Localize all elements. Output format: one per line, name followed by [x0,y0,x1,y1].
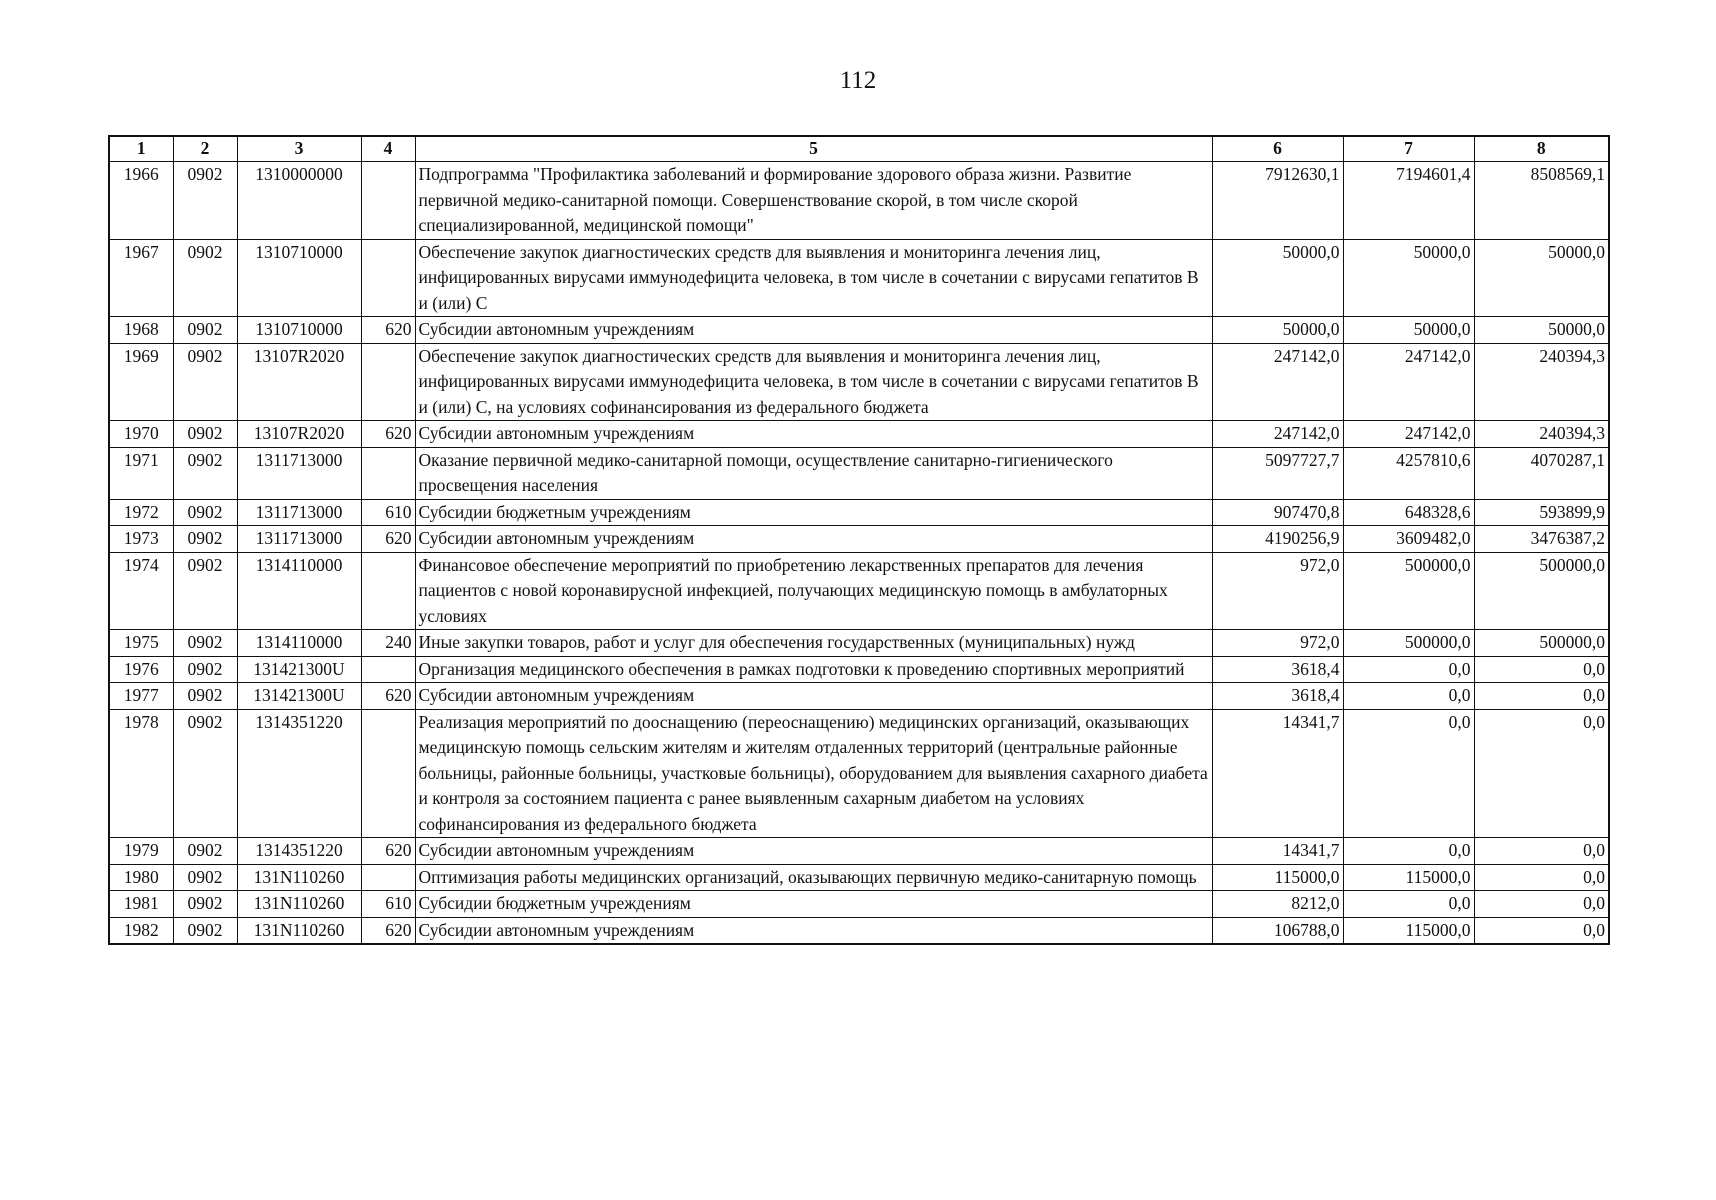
target-code: 13107R2020 [237,343,361,421]
table-row [109,317,1609,344]
expense-type: 610 [361,891,415,918]
target-code: 1311713000 [237,447,361,499]
table-row [109,162,1609,240]
table-row [109,499,1609,526]
target-code: 1310710000 [237,317,361,344]
expense-type: 610 [361,499,415,526]
target-code: 1314110000 [237,552,361,630]
row-number: 1966 [109,162,173,240]
column-header-2: 2 [173,136,237,162]
expense-type: 620 [361,526,415,553]
table-row [109,709,1609,838]
value-col-6: 972,0 [1212,552,1343,630]
table-header [109,136,1609,162]
target-code: 131N110260 [237,891,361,918]
item-name: Субсидии бюджетным учреждениям [415,891,1212,918]
value-col-7: 500000,0 [1343,552,1474,630]
section-code: 0902 [173,683,237,710]
value-col-7: 0,0 [1343,891,1474,918]
value-col-7: 0,0 [1343,656,1474,683]
item-name: Оказание первичной медико-санитарной помощи, осуществление санитарно-гигиенического просвещения населения [415,447,1212,499]
item-name: Обеспечение закупок диагностических средств для выявления и мониторинга лечения лиц, инфицированных вирусами иммунодефицита человека, в том числе в сочетании с вирусами гепатитов В и (или) С [415,239,1212,317]
column-header-8: 8 [1474,136,1609,162]
item-name: Подпрограмма "Профилактика заболеваний и формирование здорового образа жизни. Развитие первичной медико-санитарной помощи. Совершенствование скорой, в том числе скорой специализированной, медицинской помощи" [415,162,1212,240]
item-name: Реализация мероприятий по дооснащению (переоснащению) медицинских организаций, оказывающих медицинскую помощь сельским жителям и жителям отдаленных территорий (центральные районные больницы, районные больницы, участковые больницы), оборудованием для выявления сахарного диабета и контроля за состоянием пациента с ранее выявленным сахарным диабетом на условиях софинансирования из федерального бюджета [415,709,1212,838]
value-col-6: 247142,0 [1212,421,1343,448]
expense-type [361,656,415,683]
expense-type [361,864,415,891]
section-code: 0902 [173,552,237,630]
section-code: 0902 [173,526,237,553]
section-code: 0902 [173,709,237,838]
section-code: 0902 [173,162,237,240]
table-row [109,343,1609,421]
table-row [109,683,1609,710]
expense-type: 620 [361,683,415,710]
target-code: 131N110260 [237,917,361,944]
item-name: Обеспечение закупок диагностических средств для выявления и мониторинга лечения лиц, инфицированных вирусами иммунодефицита человека, в том числе в сочетании с вирусами гепатитов В и (или) С, на условиях софинансирования из федерального бюджета [415,343,1212,421]
value-col-8: 593899,9 [1474,499,1609,526]
target-code: 1311713000 [237,526,361,553]
table-row [109,447,1609,499]
item-name: Субсидии автономным учреждениям [415,683,1212,710]
value-col-6: 5097727,7 [1212,447,1343,499]
table-row [109,838,1609,865]
value-col-7: 50000,0 [1343,239,1474,317]
item-name: Субсидии автономным учреждениям [415,421,1212,448]
expense-type: 620 [361,838,415,865]
table-row [109,526,1609,553]
section-code: 0902 [173,239,237,317]
value-col-6: 115000,0 [1212,864,1343,891]
expense-type [361,162,415,240]
value-col-6: 14341,7 [1212,838,1343,865]
value-col-8: 50000,0 [1474,239,1609,317]
column-header-7: 7 [1343,136,1474,162]
section-code: 0902 [173,343,237,421]
value-col-8: 240394,3 [1474,421,1609,448]
target-code: 1314110000 [237,630,361,657]
row-number: 1977 [109,683,173,710]
value-col-8: 240394,3 [1474,343,1609,421]
value-col-7: 7194601,4 [1343,162,1474,240]
value-col-6: 106788,0 [1212,917,1343,944]
table-row [109,630,1609,657]
row-number: 1976 [109,656,173,683]
value-col-6: 50000,0 [1212,317,1343,344]
expense-type [361,552,415,630]
item-name: Субсидии бюджетным учреждениям [415,499,1212,526]
row-number: 1980 [109,864,173,891]
column-header-5: 5 [415,136,1212,162]
value-col-6: 14341,7 [1212,709,1343,838]
value-col-8: 4070287,1 [1474,447,1609,499]
value-col-7: 4257810,6 [1343,447,1474,499]
target-code: 1310000000 [237,162,361,240]
expense-type [361,343,415,421]
value-col-8: 0,0 [1474,917,1609,944]
row-number: 1969 [109,343,173,421]
expense-type: 620 [361,421,415,448]
value-col-8: 0,0 [1474,838,1609,865]
section-code: 0902 [173,838,237,865]
value-col-6: 7912630,1 [1212,162,1343,240]
column-header-1: 1 [109,136,173,162]
item-name: Субсидии автономным учреждениям [415,317,1212,344]
table-body [109,162,1609,945]
section-code: 0902 [173,317,237,344]
row-number: 1972 [109,499,173,526]
table-row [109,656,1609,683]
value-col-8: 500000,0 [1474,630,1609,657]
value-col-7: 115000,0 [1343,917,1474,944]
row-number: 1974 [109,552,173,630]
target-code: 1314351220 [237,709,361,838]
value-col-7: 0,0 [1343,709,1474,838]
value-col-7: 648328,6 [1343,499,1474,526]
value-col-6: 8212,0 [1212,891,1343,918]
row-number: 1971 [109,447,173,499]
value-col-6: 247142,0 [1212,343,1343,421]
value-col-7: 247142,0 [1343,343,1474,421]
item-name: Финансовое обеспечение мероприятий по приобретению лекарственных препаратов для лечения пациентов с новой коронавирусной инфекцией, получающих медицинскую помощь в амбулаторных условиях [415,552,1212,630]
value-col-8: 0,0 [1474,891,1609,918]
item-name: Оптимизация работы медицинских организаций, оказывающих первичную медико-санитарную помощь [415,864,1212,891]
table-row [109,891,1609,918]
expense-type: 620 [361,917,415,944]
value-col-8: 0,0 [1474,864,1609,891]
expense-type [361,709,415,838]
value-col-7: 247142,0 [1343,421,1474,448]
value-col-7: 50000,0 [1343,317,1474,344]
section-code: 0902 [173,891,237,918]
value-col-8: 50000,0 [1474,317,1609,344]
row-number: 1982 [109,917,173,944]
value-col-6: 3618,4 [1212,683,1343,710]
row-number: 1979 [109,838,173,865]
page-number: 112 [839,67,877,94]
target-code: 1314351220 [237,838,361,865]
expense-type [361,447,415,499]
row-number: 1967 [109,239,173,317]
column-header-6: 6 [1212,136,1343,162]
row-number: 1975 [109,630,173,657]
value-col-6: 972,0 [1212,630,1343,657]
item-name: Иные закупки товаров, работ и услуг для обеспечения государственных (муниципальных) нужд [415,630,1212,657]
section-code: 0902 [173,630,237,657]
table-row [109,239,1609,317]
section-code: 0902 [173,917,237,944]
target-code: 13107R2020 [237,421,361,448]
row-number: 1973 [109,526,173,553]
column-header-3: 3 [237,136,361,162]
section-code: 0902 [173,864,237,891]
item-name: Организация медицинского обеспечения в рамках подготовки к проведению спортивных мероприятий [415,656,1212,683]
table-row [109,552,1609,630]
expense-type: 620 [361,317,415,344]
value-col-7: 0,0 [1343,838,1474,865]
value-col-7: 500000,0 [1343,630,1474,657]
value-col-8: 3476387,2 [1474,526,1609,553]
value-col-8: 500000,0 [1474,552,1609,630]
row-number: 1981 [109,891,173,918]
value-col-6: 907470,8 [1212,499,1343,526]
table-row [109,421,1609,448]
target-code: 1311713000 [237,499,361,526]
value-col-8: 8508569,1 [1474,162,1609,240]
budget-table [108,135,1610,945]
item-name: Субсидии автономным учреждениям [415,917,1212,944]
table-row [109,864,1609,891]
item-name: Субсидии автономным учреждениям [415,838,1212,865]
value-col-6: 3618,4 [1212,656,1343,683]
value-col-8: 0,0 [1474,683,1609,710]
value-col-8: 0,0 [1474,709,1609,838]
expense-type [361,239,415,317]
target-code: 131N110260 [237,864,361,891]
value-col-8: 0,0 [1474,656,1609,683]
section-code: 0902 [173,499,237,526]
value-col-7: 3609482,0 [1343,526,1474,553]
row-number: 1978 [109,709,173,838]
target-code: 131421300U [237,683,361,710]
value-col-7: 115000,0 [1343,864,1474,891]
value-col-6: 50000,0 [1212,239,1343,317]
row-number: 1968 [109,317,173,344]
row-number: 1970 [109,421,173,448]
header-row [109,136,1609,162]
value-col-7: 0,0 [1343,683,1474,710]
table-row [109,917,1609,944]
column-header-4: 4 [361,136,415,162]
value-col-6: 4190256,9 [1212,526,1343,553]
target-code: 131421300U [237,656,361,683]
section-code: 0902 [173,421,237,448]
section-code: 0902 [173,447,237,499]
expense-type: 240 [361,630,415,657]
target-code: 1310710000 [237,239,361,317]
item-name: Субсидии автономным учреждениям [415,526,1212,553]
section-code: 0902 [173,656,237,683]
